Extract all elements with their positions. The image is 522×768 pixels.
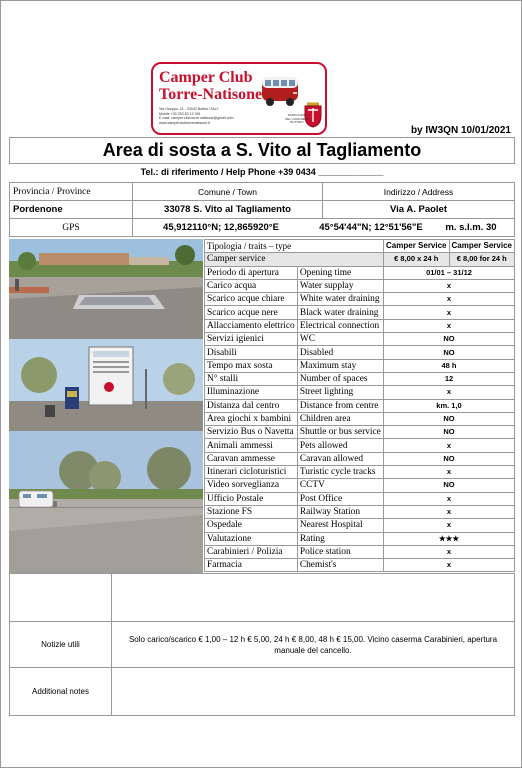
details-row — [205, 452, 515, 465]
details-row — [205, 559, 515, 572]
feature-label-it: Tipologia / traits – type — [205, 240, 384, 253]
feature-value: km. 1,0 — [384, 399, 515, 412]
location-value-row — [10, 201, 515, 219]
feature-value: NO — [384, 479, 515, 492]
details-row — [205, 306, 515, 319]
feature-label-it: Illuminazione — [205, 386, 298, 399]
help-phone: Tel.: di riferimento / Help Phone +39 0434 _____________ — [140, 167, 384, 177]
feature-label-en: White water draining — [297, 293, 383, 306]
feature-label-en: Electrical connection — [297, 319, 383, 332]
feature-value: 01/01 – 31/12 — [384, 266, 515, 279]
value-it: Camper Service — [384, 240, 449, 253]
empty-cell — [10, 574, 112, 622]
feature-value: x — [384, 279, 515, 292]
feature-value: NO — [384, 333, 515, 346]
feature-label-en: Chemist's — [297, 559, 383, 572]
town-header: Comune / Town — [133, 183, 323, 201]
feature-value: x — [384, 492, 515, 505]
details-row — [205, 466, 515, 479]
address-value: Via A. Paolet — [323, 201, 515, 219]
details-row — [205, 505, 515, 518]
details-row — [205, 346, 515, 359]
feature-value: x — [384, 386, 515, 399]
useful-notes-text: Solo carico/scarico € 1,00 – 12 h € 5,00, 24 h € 8,00, 48 h € 15,00. Vicino caserma Carabinieri, apertura manuale del cancello. — [112, 622, 515, 668]
photo-info-sign — [9, 339, 203, 431]
additional-notes-text — [112, 668, 515, 716]
feature-label-it: Video sorveglianza — [205, 479, 298, 492]
feature-label-it: Area giochi x bambini — [205, 412, 298, 425]
details-row — [205, 266, 515, 279]
feature-label-en: Caravan allowed — [297, 452, 383, 465]
feature-label-en: Distance from centre — [297, 399, 383, 412]
feature-label-en: Maximum stay — [297, 359, 383, 372]
feature-value: 12 — [384, 372, 515, 385]
address-header: Indirizzo / Address — [323, 183, 515, 201]
feature-value: 48 h — [384, 359, 515, 372]
feature-label-it: Periodo di apertura — [205, 266, 298, 279]
value-en: € 8,00 for 24 h — [449, 253, 515, 266]
feature-label-it: Scarico acque nere — [205, 306, 298, 319]
author-date: by IW3QN 10/01/2021 — [410, 125, 511, 136]
details-row — [205, 279, 515, 292]
club-logo — [151, 62, 327, 135]
details-row — [205, 359, 515, 372]
feature-label-en: Children area — [297, 412, 383, 425]
feature-label-en: Water supplay — [297, 279, 383, 292]
feature-label-it: Ufficio Postale — [205, 492, 298, 505]
feature-label-en: Turistic cycle tracks — [297, 466, 383, 479]
page-title: Area di sosta a S. Vito al Tagliamento — [9, 137, 515, 164]
feature-label-en: Railway Station — [297, 505, 383, 518]
feature-value: x — [384, 319, 515, 332]
logo-address-line: www.camperclubtorrenatisone.it — [159, 120, 210, 125]
details-row — [205, 386, 515, 399]
feature-label-it: Camper service — [205, 253, 384, 266]
details-row — [205, 293, 515, 306]
feature-label-it: Ospedale — [205, 519, 298, 532]
feature-label-en: Police station — [297, 545, 383, 558]
feature-label-en: CCTV — [297, 479, 383, 492]
gps-values — [133, 219, 515, 237]
logo-title-line1: Camper Club — [159, 69, 253, 86]
additional-notes-row — [10, 668, 515, 716]
details-row — [205, 479, 515, 492]
feature-value: NO — [384, 412, 515, 425]
value-it: € 8,00 x 24 h — [384, 253, 449, 266]
feature-value: x — [384, 293, 515, 306]
feature-label-en: Shuttle or bus service — [297, 426, 383, 439]
feature-label-en: Disabled — [297, 346, 383, 359]
feature-label-it: Itinerari cicloturistici — [205, 466, 298, 479]
feature-label-it: Valutazione — [205, 532, 298, 545]
additional-notes-label: Additional notes — [10, 668, 112, 716]
feature-label-en: Rating — [297, 532, 383, 545]
feature-label-en: WC — [297, 333, 383, 346]
feature-value: NO — [384, 426, 515, 439]
feature-label-it: Distanza dal centro — [205, 399, 298, 412]
feature-value: x — [384, 559, 515, 572]
feature-label-en: Nearest Hospital — [297, 519, 383, 532]
photo-service-area — [9, 239, 203, 339]
feature-label-it: Carico acqua — [205, 279, 298, 292]
feature-label-en: Post Office — [297, 492, 383, 505]
feature-label-it: N° stalli — [205, 372, 298, 385]
location-header-row — [10, 183, 515, 201]
altitude: m. s.l.m. 30 — [445, 222, 497, 233]
details-row — [205, 319, 515, 332]
details-row — [205, 519, 515, 532]
feature-label-it: Scarico acque chiare — [205, 293, 298, 306]
feature-label-it: Stazione FS — [205, 505, 298, 518]
town-value: 33078 S. Vito al Tagliamento — [133, 201, 323, 219]
photo-column — [9, 239, 203, 573]
feature-label-it: Carabinieri / Polizia — [205, 545, 298, 558]
details-row — [205, 439, 515, 452]
feature-value: NO — [384, 346, 515, 359]
feature-label-en: Black water draining — [297, 306, 383, 319]
details-row — [205, 492, 515, 505]
feature-value: x — [384, 505, 515, 518]
useful-notes-row — [10, 622, 515, 668]
details-header-row — [205, 240, 515, 253]
feature-value: x — [384, 466, 515, 479]
feature-label-it: Servizi igienici — [205, 333, 298, 346]
feature-value: NO — [384, 452, 515, 465]
details-row — [205, 253, 515, 266]
logo-address-line: Mobile +39 333 83 13 391 — [159, 111, 201, 116]
gps-row — [10, 219, 515, 237]
useful-notes-label: Notizie utili — [10, 622, 112, 668]
feature-label-it: Allacciamento elettrico — [205, 319, 298, 332]
empty-cell — [112, 574, 515, 622]
feature-label-en: Street lighting — [297, 386, 383, 399]
details-row — [205, 545, 515, 558]
details-row — [205, 333, 515, 346]
gps-label: GPS — [10, 219, 133, 237]
details-row — [205, 412, 515, 425]
feature-value: x — [384, 439, 515, 452]
details-row — [205, 399, 515, 412]
logo-address-line: E-mail: camper.club.torre.natisone@gmail.com — [159, 116, 234, 121]
feature-label-it: Tempo max sosta — [205, 359, 298, 372]
gps-decimal: 45,912110°N; 12,865920°E — [163, 222, 279, 233]
feature-label-it: Disabili — [205, 346, 298, 359]
feature-label-en: Pets allowed — [297, 439, 383, 452]
feature-label-en: Opening time — [297, 266, 383, 279]
feature-label-it: Servizio Bus o Navetta — [205, 426, 298, 439]
feature-label-it: Animali ammessi — [205, 439, 298, 452]
details-row — [205, 372, 515, 385]
value-en: Camper Service — [449, 240, 515, 253]
location-table — [9, 182, 515, 237]
details-row — [205, 426, 515, 439]
feature-value: x — [384, 545, 515, 558]
details-table — [204, 239, 515, 572]
province-header: Provincia / Province — [10, 183, 133, 201]
feature-label-it: Farmacia — [205, 559, 298, 572]
logo-title — [159, 69, 262, 103]
photo-parking-area — [9, 431, 203, 573]
logo-address — [159, 107, 245, 125]
feature-value: ★★★ — [384, 532, 515, 545]
gps-dms: 45°54'44"N; 12°51'56"E — [319, 222, 423, 233]
empty-row — [10, 574, 515, 622]
seal-caption: PATROCINIO DEL COMUNE DI BUTTRIO — [285, 113, 309, 125]
feature-label-en: Number of spaces — [297, 372, 383, 385]
camper-van-icon — [259, 69, 301, 109]
province-value: Pordenone — [10, 201, 133, 219]
feature-label-it: Caravan ammesse — [205, 452, 298, 465]
details-row — [205, 532, 515, 545]
feature-value: x — [384, 306, 515, 319]
notes-table — [9, 573, 515, 716]
logo-address-line: Via Osoppo, 21 - 33042 Buttrio ITALY — [159, 107, 219, 111]
logo-title-line2: Torre-Natisone — [159, 86, 263, 103]
feature-value: x — [384, 519, 515, 532]
